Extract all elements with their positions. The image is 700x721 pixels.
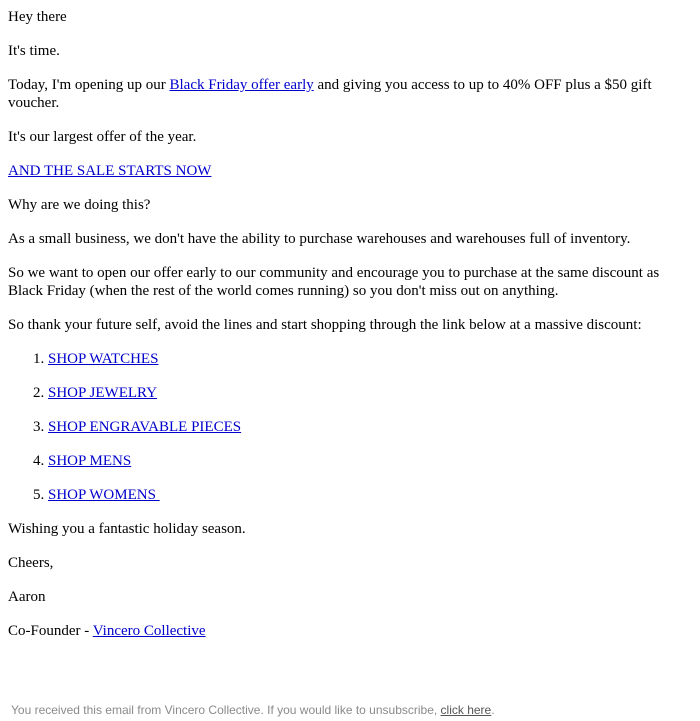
vincero-collective-link[interactable]: Vincero Collective	[92, 623, 206, 639]
footer-text: You received this email from Vincero Collective. If you would like to unsubscribe,	[11, 703, 441, 717]
footer-suffix: .	[491, 703, 495, 717]
thank-future-paragraph: So thank your future self, avoid the lines and start shopping through the link below at a massive discount:	[8, 317, 642, 333]
signature-title-prefix: Co-Founder -	[8, 623, 93, 639]
shop-engravable-pieces-link[interactable]: SHOP ENGRAVABLE PIECES	[48, 419, 242, 435]
list-item	[48, 350, 692, 368]
intro-text-before: Today, I'm opening up our	[8, 77, 170, 93]
list-item	[48, 452, 692, 470]
shop-links-list	[8, 350, 692, 504]
holiday-wish-line: Wishing you a fantastic holiday season.	[8, 521, 246, 537]
intro-text-after: and giving you access to up to 40% OFF plus a $50 gift voucher.	[8, 77, 652, 111]
black-friday-offer-link[interactable]: Black Friday offer early	[169, 77, 314, 93]
its-time-line: It's time.	[8, 43, 60, 59]
intro-paragraph	[8, 76, 692, 112]
sale-starts-now-link[interactable]: AND THE SALE STARTS NOW	[8, 163, 212, 179]
signature-name: Aaron	[8, 589, 46, 605]
list-item	[48, 486, 692, 504]
largest-offer-line: It's our largest offer of the year.	[8, 129, 197, 145]
shop-watches-link[interactable]: SHOP WATCHES	[48, 351, 159, 367]
unsubscribe-footer	[11, 702, 495, 718]
open-offer-paragraph: So we want to open our offer early to our community and encourage you to purchase at the same discount as Black Friday (when the rest of the world comes running) so you don't miss out on anything.	[8, 265, 660, 299]
unsubscribe-link[interactable]: click here	[440, 703, 492, 717]
small-business-paragraph: As a small business, we don't have the ability to purchase warehouses and warehouses full of inventory.	[8, 231, 631, 247]
shop-mens-link[interactable]: SHOP MENS	[48, 453, 132, 469]
shop-womens-link[interactable]: SHOP WOMENS	[48, 487, 160, 503]
cheers-line: Cheers,	[8, 555, 54, 571]
why-line: Why are we doing this?	[8, 197, 151, 213]
list-item	[48, 418, 692, 436]
list-item	[48, 384, 692, 402]
sale-paragraph	[8, 162, 692, 180]
signature-title	[8, 622, 692, 640]
greeting: Hey there	[8, 9, 67, 25]
shop-jewelry-link[interactable]: SHOP JEWELRY	[48, 385, 158, 401]
